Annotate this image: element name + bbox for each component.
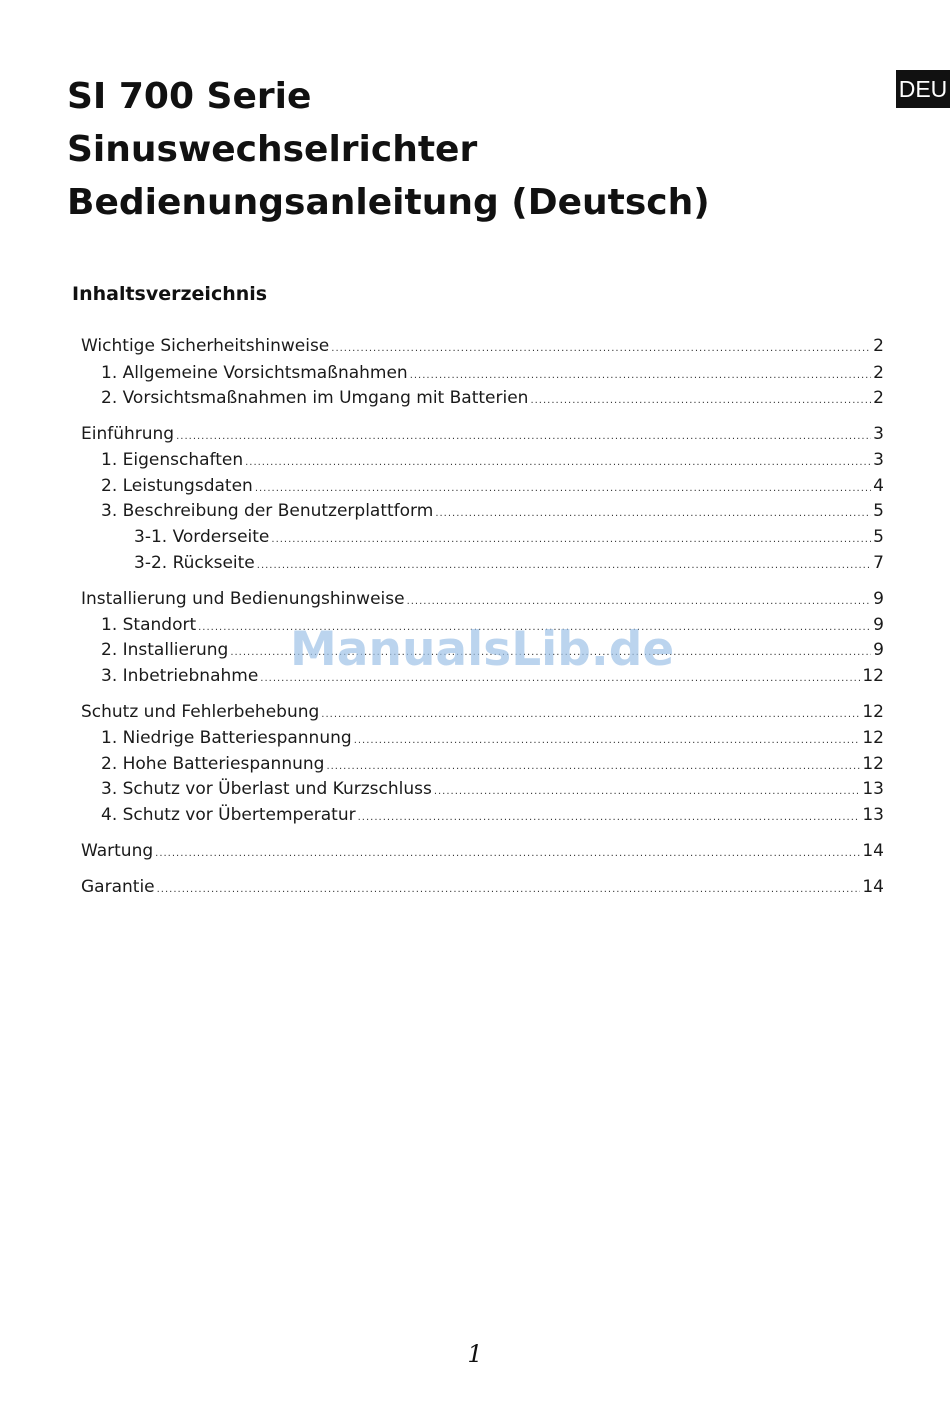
toc-entry[interactable] bbox=[81, 751, 884, 777]
toc-entry[interactable] bbox=[81, 550, 884, 576]
toc-entry-page: 12 bbox=[862, 754, 884, 774]
toc-entry-page: 3 bbox=[873, 424, 884, 444]
toc-dot-leader bbox=[257, 553, 871, 579]
toc-entry-label: 3-1. Vorderseite bbox=[134, 527, 270, 547]
toc-entry[interactable] bbox=[81, 776, 884, 802]
toc-entry-label: Wartung bbox=[81, 841, 154, 861]
toc-entry[interactable] bbox=[81, 802, 884, 828]
toc-entry-page: 12 bbox=[862, 666, 884, 686]
toc-entry[interactable] bbox=[81, 838, 884, 864]
toc-entry-label: 3-2. Rückseite bbox=[134, 553, 255, 573]
document-title bbox=[67, 70, 710, 229]
toc-entry-label: 1. Niedrige Batteriespannung bbox=[101, 728, 352, 748]
toc-entry-page: 14 bbox=[862, 877, 884, 897]
toc-entry[interactable] bbox=[81, 385, 884, 411]
toc-entry-label: 3. Beschreibung der Benutzerplattform bbox=[101, 501, 434, 521]
toc-entry-page: 2 bbox=[873, 336, 884, 356]
toc-entry-page: 14 bbox=[862, 841, 884, 861]
toc-entry-label: 4. Schutz vor Übertemperatur bbox=[101, 805, 356, 825]
toc-entry[interactable] bbox=[81, 874, 884, 900]
toc-entry-label: 2. Installierung bbox=[101, 640, 229, 660]
toc-entry-label: 1. Standort bbox=[101, 615, 197, 635]
toc-dot-leader bbox=[358, 805, 861, 831]
toc-entry-label: Garantie bbox=[81, 877, 155, 897]
toc-entry[interactable] bbox=[81, 725, 884, 751]
toc-entry[interactable] bbox=[81, 333, 884, 359]
watermark: ManualsLib.de bbox=[290, 622, 675, 677]
toc-dot-leader bbox=[155, 841, 860, 867]
toc-dot-leader bbox=[157, 877, 861, 903]
toc-entry-label: 3. Inbetriebnahme bbox=[101, 666, 259, 686]
toc-dot-leader bbox=[331, 336, 871, 362]
toc-dot-leader bbox=[530, 388, 871, 414]
toc-entry-label: Schutz und Fehlerbehebung bbox=[81, 702, 320, 722]
toc-entry-page: 5 bbox=[873, 527, 884, 547]
toc-entry[interactable] bbox=[81, 360, 884, 386]
toc-entry-page: 4 bbox=[873, 476, 884, 496]
toc-entry-label: 3. Schutz vor Überlast und Kurzschluss bbox=[101, 779, 432, 799]
toc-entry-page: 9 bbox=[873, 640, 884, 660]
toc-entry[interactable] bbox=[81, 699, 884, 725]
toc-entry-label: Installierung und Bedienungshinweise bbox=[81, 589, 405, 609]
toc-entry-page: 2 bbox=[873, 388, 884, 408]
toc-entry[interactable] bbox=[81, 447, 884, 473]
toc-entry-page: 12 bbox=[862, 728, 884, 748]
language-badge: DEU bbox=[896, 70, 950, 108]
toc-entry-label: 2. Leistungsdaten bbox=[101, 476, 253, 496]
toc-entry-page: 9 bbox=[873, 589, 884, 609]
toc-entry-page: 3 bbox=[873, 450, 884, 470]
toc-heading: Inhaltsverzeichnis bbox=[72, 283, 268, 305]
toc-entry-label: 2. Vorsichtsmaßnahmen im Umgang mit Batterien bbox=[101, 388, 529, 408]
title-line-series: SI 700 Serie bbox=[67, 76, 312, 117]
toc-entry-page: 13 bbox=[862, 779, 884, 799]
toc-entry-label: Wichtige Sicherheitshinweise bbox=[81, 336, 330, 356]
toc-entry-label: 1. Eigenschaften bbox=[101, 450, 244, 470]
toc-entry-page: 13 bbox=[862, 805, 884, 825]
title-line-manual: Bedienungsanleitung (Deutsch) bbox=[67, 182, 710, 223]
toc-entry-label: 1. Allgemeine Vorsichtsmaßnahmen bbox=[101, 363, 408, 383]
toc-entry-page: 2 bbox=[873, 363, 884, 383]
page-number: 1 bbox=[467, 1340, 483, 1368]
toc-entry-page: 7 bbox=[873, 553, 884, 573]
toc-entry[interactable] bbox=[81, 498, 884, 524]
toc-entry-label: Einführung bbox=[81, 424, 175, 444]
toc-entry-page: 12 bbox=[862, 702, 884, 722]
toc-entry-page: 5 bbox=[873, 501, 884, 521]
title-line-product: Sinuswechselrichter bbox=[67, 129, 478, 170]
toc-entry-label: 2. Hohe Batteriespannung bbox=[101, 754, 325, 774]
toc-entry[interactable] bbox=[81, 586, 884, 612]
toc-entry-page: 9 bbox=[873, 615, 884, 635]
toc-entry[interactable] bbox=[81, 421, 884, 447]
toc-entry[interactable] bbox=[81, 473, 884, 499]
toc-entry[interactable] bbox=[81, 524, 884, 550]
